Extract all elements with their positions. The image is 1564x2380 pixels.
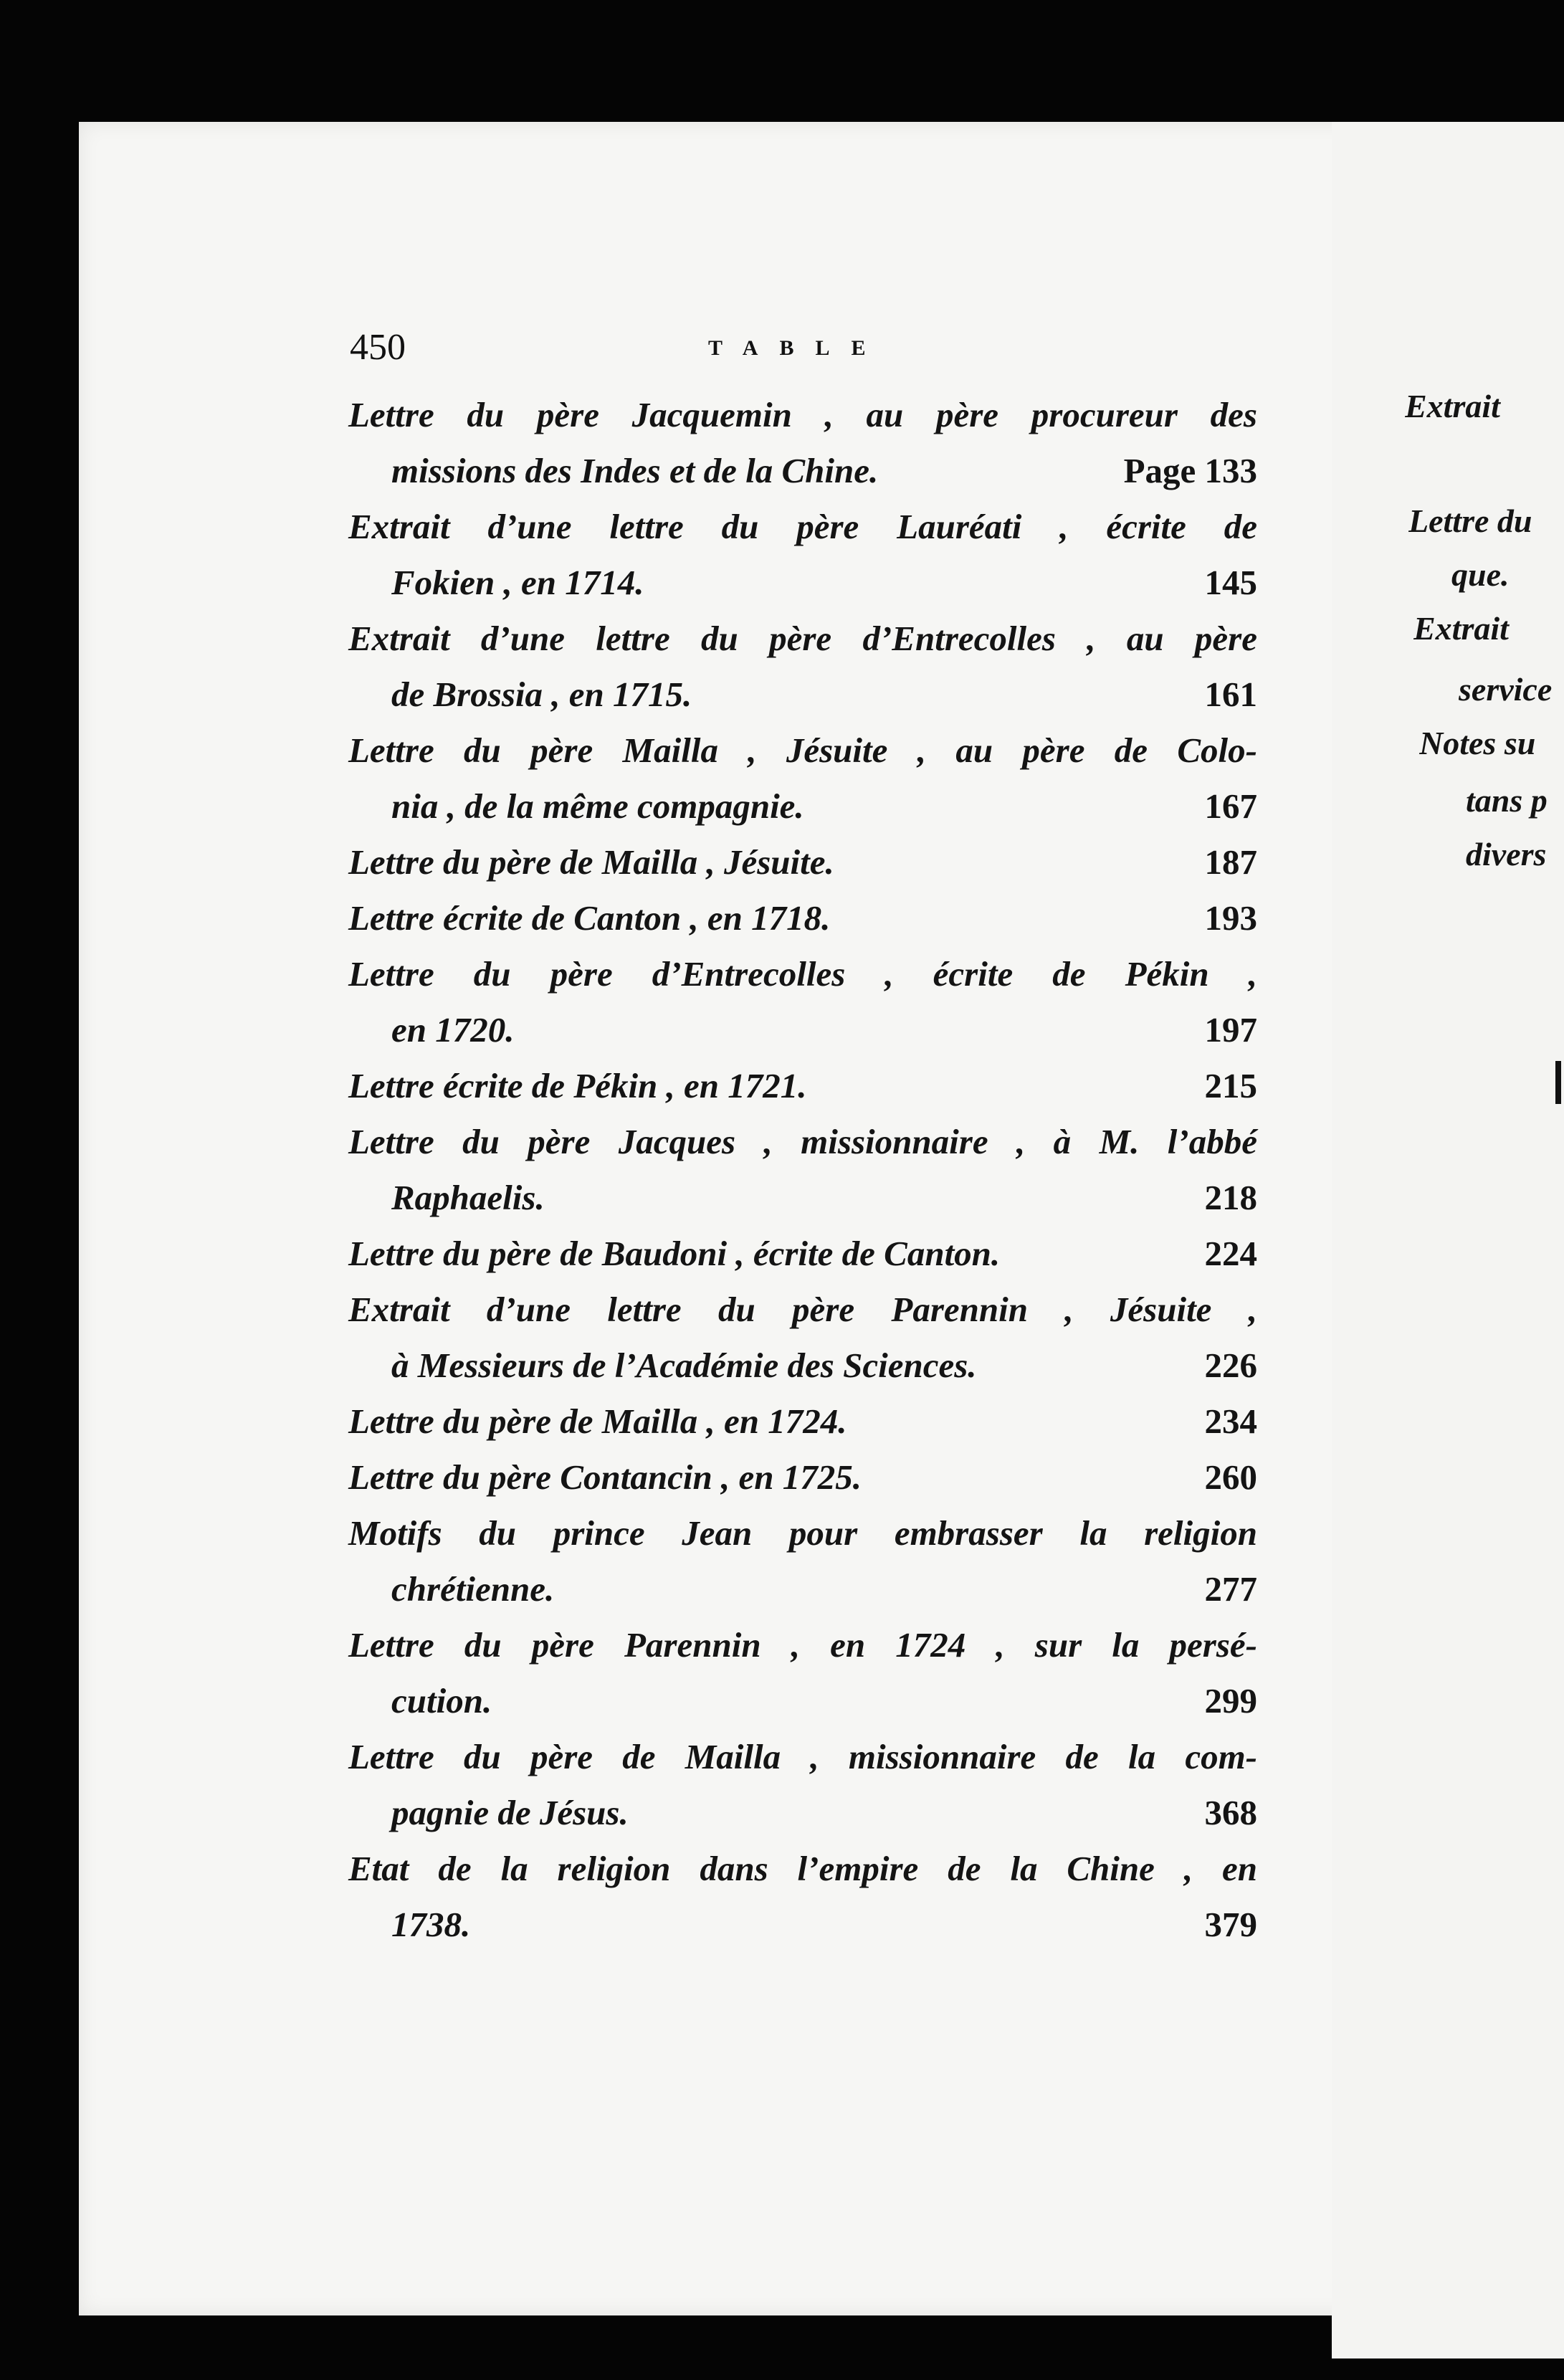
toc-entry-text: Lettre écrite de Pékin , en 1721.	[348, 1066, 807, 1105]
toc-entry-text: Lettre du père de Mailla , Jésuite.	[348, 842, 834, 882]
table-of-contents	[348, 387, 1257, 1953]
toc-entry-title	[348, 834, 1257, 890]
toc-entry-text: Lettre du père Jacquemin , au père procureur des	[348, 395, 1257, 434]
toc-entry-text: en 1720.	[391, 1010, 515, 1049]
toc-entry	[348, 1282, 1257, 1394]
toc-entry-text: Lettre du père de Mailla , en 1724.	[348, 1401, 847, 1441]
right-page-fragment: Extrait	[1413, 610, 1509, 647]
toc-entry-text: à Messieurs de l’Académie des Sciences.	[391, 1346, 977, 1385]
toc-entry-page: Page 133	[1123, 451, 1257, 490]
right-page-fragment: Extrait	[1405, 388, 1500, 424]
toc-entry-text: Motifs du prince Jean pour embrasser la religion	[348, 1513, 1257, 1553]
toc-entry-title	[348, 1114, 1257, 1170]
toc-entry-title	[348, 1226, 1257, 1282]
toc-entry	[348, 946, 1257, 1058]
toc-entry-text: Lettre du père d’Entrecolles , écrite de Pékin ,	[348, 954, 1257, 994]
toc-entry-text: Raphaelis.	[391, 1178, 545, 1217]
toc-entry-title	[348, 946, 1257, 1002]
toc-entry-page: 368	[1204, 1793, 1257, 1832]
toc-entry-text: Lettre du père Contancin , en 1725.	[348, 1457, 862, 1497]
toc-entry-page: 224	[1204, 1234, 1257, 1273]
page-header	[350, 326, 1257, 376]
toc-entry-title-continued	[348, 1002, 1257, 1058]
toc-entry-text: Extrait d’une lettre du père d’Entrecolles , au père	[348, 619, 1257, 658]
toc-entry-title	[348, 611, 1257, 667]
toc-entry-page: 197	[1204, 1010, 1257, 1049]
toc-entry	[348, 834, 1257, 890]
toc-entry	[348, 723, 1257, 834]
toc-entry	[348, 1729, 1257, 1841]
toc-entry-title	[348, 1394, 1257, 1450]
toc-entry-page: 187	[1204, 842, 1257, 882]
toc-entry-text: Lettre du père de Baudoni , écrite de Canton.	[348, 1234, 1001, 1273]
toc-entry-title-continued	[348, 1561, 1257, 1617]
toc-entry-text: Extrait d’une lettre du père Parennin , Jésuite ,	[348, 1290, 1257, 1329]
toc-entry	[348, 1226, 1257, 1282]
toc-entry-title	[348, 1841, 1257, 1897]
toc-entry-title	[348, 1058, 1257, 1114]
toc-entry-title	[348, 890, 1257, 946]
toc-entry-page: 161	[1204, 675, 1257, 714]
right-page-fragment: tans p	[1466, 782, 1548, 819]
toc-entry-text: nia , de la même compagnie.	[391, 786, 804, 826]
right-page-fragment: Notes su	[1419, 725, 1536, 761]
toc-entry-title-continued	[348, 1673, 1257, 1729]
toc-entry-text: missions des Indes et de la Chine.	[391, 451, 879, 490]
right-page-fragment: service	[1459, 671, 1553, 708]
toc-entry-text: Extrait d’une lettre du père Lauréati , écrite de	[348, 507, 1257, 546]
toc-entry-title	[348, 1617, 1257, 1673]
toc-entry-text: pagnie de Jésus.	[391, 1793, 629, 1832]
toc-entry-page: 299	[1204, 1681, 1257, 1720]
toc-entry	[348, 1841, 1257, 1953]
toc-entry-text: Etat de la religion dans l’empire de la Chine , en	[348, 1849, 1257, 1888]
toc-entry-text: Lettre du père de Mailla , missionnaire de la com-	[348, 1737, 1257, 1776]
toc-entry-title-continued	[348, 779, 1257, 834]
toc-entry-text: Fokien , en 1714.	[391, 563, 644, 602]
toc-entry-text: Lettre du père Jacques , missionnaire , à M. l’abbé	[348, 1122, 1257, 1161]
toc-entry-page: 260	[1204, 1457, 1257, 1497]
page-mark	[1555, 1061, 1561, 1104]
toc-entry-text: chrétienne.	[391, 1569, 555, 1609]
toc-entry	[348, 1617, 1257, 1729]
toc-entry	[348, 1450, 1257, 1505]
toc-entry	[348, 611, 1257, 723]
toc-entry	[348, 890, 1257, 946]
toc-entry-title	[348, 1450, 1257, 1505]
right-page-fragment: divers	[1466, 836, 1547, 872]
toc-entry-title-continued	[348, 1897, 1257, 1953]
toc-entry	[348, 1114, 1257, 1226]
toc-entry	[348, 1505, 1257, 1617]
toc-entry-text: Lettre du père Parennin , en 1724 , sur la persé-	[348, 1625, 1257, 1665]
toc-entry-page: 145	[1204, 563, 1257, 602]
toc-entry-title-continued	[348, 1338, 1257, 1394]
running-title: TABLE	[708, 336, 887, 360]
toc-entry-page: 234	[1204, 1401, 1257, 1441]
toc-entry	[348, 1394, 1257, 1450]
toc-entry-title	[348, 1282, 1257, 1338]
toc-entry-text: cution.	[391, 1681, 492, 1720]
toc-entry-page: 193	[1204, 898, 1257, 938]
toc-entry-text: Lettre du père Mailla , Jésuite , au père de Colo-	[348, 730, 1257, 770]
toc-entry-title	[348, 387, 1257, 443]
toc-entry-title	[348, 499, 1257, 555]
toc-entry-text: Lettre écrite de Canton , en 1718.	[348, 898, 831, 938]
toc-entry-title-continued	[348, 443, 1257, 499]
toc-entry	[348, 499, 1257, 611]
toc-entry-title-continued	[348, 1170, 1257, 1226]
toc-entry-page: 167	[1204, 786, 1257, 826]
toc-entry	[348, 387, 1257, 499]
toc-entry-title-continued	[348, 667, 1257, 723]
toc-entry-text: de Brossia , en 1715.	[391, 675, 692, 714]
toc-entry-title-continued	[348, 1785, 1257, 1841]
toc-entry-text: 1738.	[391, 1905, 471, 1944]
right-page-fragment: Lettre du	[1408, 503, 1532, 539]
toc-entry-title	[348, 1505, 1257, 1561]
toc-entry-title	[348, 1729, 1257, 1785]
toc-entry-page: 379	[1204, 1905, 1257, 1944]
toc-entry	[348, 1058, 1257, 1114]
page-number: 450	[350, 327, 406, 368]
toc-entry-page: 226	[1204, 1346, 1257, 1385]
toc-entry-title-continued	[348, 555, 1257, 611]
right-page	[1332, 122, 1564, 2358]
toc-entry-page: 218	[1204, 1178, 1257, 1217]
right-page-fragment: que.	[1451, 556, 1510, 593]
toc-entry-page: 277	[1204, 1569, 1257, 1609]
toc-entry-page: 215	[1204, 1066, 1257, 1105]
toc-entry-title	[348, 723, 1257, 779]
